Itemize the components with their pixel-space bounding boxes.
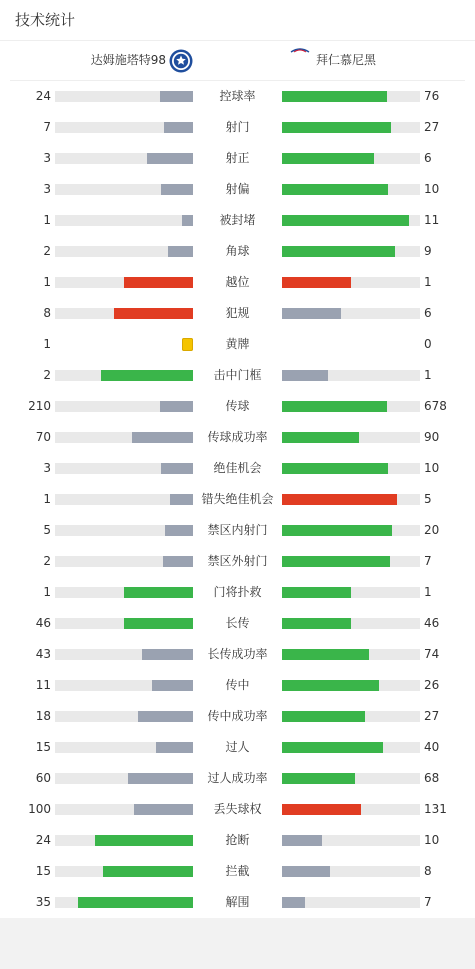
- stat-label: 控球率: [219, 89, 256, 103]
- home-value: 5: [43, 523, 51, 537]
- home-bar-fill: [114, 308, 193, 319]
- away-bar-fill: [282, 649, 369, 660]
- away-bar-track: [282, 680, 420, 691]
- home-bar-track: [55, 463, 193, 474]
- away-bar-fill: [282, 618, 351, 629]
- home-bar-fill: [138, 711, 193, 722]
- stat-label: 黄牌: [225, 337, 250, 351]
- away-bar-track: [282, 277, 420, 288]
- away-value: 11: [424, 213, 440, 227]
- home-bar-fill: [164, 122, 193, 133]
- away-bar-fill: [282, 835, 322, 846]
- away-value: 678: [424, 399, 447, 413]
- home-bar-fill: [160, 91, 193, 102]
- home-value: 46: [35, 616, 51, 630]
- away-team-name: 拜仁慕尼黑: [316, 53, 377, 67]
- stat-row: [0, 825, 475, 856]
- home-bar-track: [55, 897, 193, 908]
- home-bar-track: [55, 556, 193, 567]
- stat-label: 击中门框: [213, 368, 262, 382]
- home-bar-fill: [152, 680, 193, 691]
- home-bar-fill: [142, 649, 193, 660]
- away-bar-fill: [282, 153, 374, 164]
- home-value: 3: [43, 182, 51, 196]
- home-bar-track: [55, 587, 193, 598]
- away-value: 0: [424, 337, 432, 351]
- stat-label: 犯规: [225, 306, 250, 320]
- home-team-name: 达姆施塔特98: [90, 53, 166, 67]
- away-bar-fill: [282, 277, 351, 288]
- home-value: 70: [35, 430, 51, 444]
- stat-label: 丢失球权: [213, 802, 262, 816]
- home-bar-track: [55, 494, 193, 505]
- away-bar-fill: [282, 401, 387, 412]
- stat-label: 门将扑救: [213, 585, 262, 599]
- stat-row: [0, 856, 475, 887]
- away-bar-track: [282, 742, 420, 753]
- away-bar-track: [282, 153, 420, 164]
- away-value: 40: [424, 740, 440, 754]
- away-bar-fill: [282, 184, 388, 195]
- away-bar-track: [282, 122, 420, 133]
- home-bar-track: [55, 432, 193, 443]
- stat-row: [0, 608, 475, 639]
- stat-row: [0, 174, 475, 205]
- away-value: 7: [424, 895, 432, 909]
- away-value: 27: [424, 709, 440, 723]
- away-bar-fill: [282, 463, 388, 474]
- home-bar-fill: [103, 866, 193, 877]
- away-value: 6: [424, 151, 432, 165]
- home-bar-fill: [168, 246, 193, 257]
- away-value: 6: [424, 306, 432, 320]
- home-value: 60: [35, 771, 51, 785]
- home-value: 3: [43, 461, 51, 475]
- stat-label: 射门: [225, 120, 250, 134]
- stat-row: [0, 670, 475, 701]
- home-value: 1: [43, 585, 51, 599]
- home-value: 1: [43, 275, 51, 289]
- home-value: 8: [43, 306, 51, 320]
- stat-label: 长传成功率: [207, 647, 268, 661]
- home-value: 35: [35, 895, 51, 909]
- away-value: 74: [424, 647, 440, 661]
- away-bar-fill: [282, 742, 383, 753]
- stat-label: 射正: [225, 151, 250, 165]
- away-bar-track: [282, 649, 420, 660]
- away-bar-track: [282, 835, 420, 846]
- home-bar-track: [55, 308, 193, 319]
- stat-label: 角球: [225, 244, 250, 258]
- away-value: 68: [424, 771, 440, 785]
- home-bar-fill: [132, 432, 193, 443]
- home-bar-track: [55, 91, 193, 102]
- away-value: 8: [424, 864, 432, 878]
- yellow-card-icon: [182, 338, 193, 351]
- away-bar-track: [282, 432, 420, 443]
- away-bar-track: [282, 525, 420, 536]
- home-bar-fill: [95, 835, 193, 846]
- away-bar-track: [282, 370, 420, 381]
- stat-label: 错失绝佳机会: [201, 492, 274, 506]
- stat-row: [0, 887, 475, 918]
- home-value: 24: [35, 833, 51, 847]
- away-bar-fill: [282, 432, 359, 443]
- home-value: 3: [43, 151, 51, 165]
- home-bar-fill: [124, 277, 193, 288]
- stat-row: [0, 515, 475, 546]
- away-bar-fill: [282, 215, 409, 226]
- away-bar-fill: [282, 897, 305, 908]
- stat-label: 拦截: [225, 864, 250, 878]
- stat-label: 传球: [225, 399, 250, 413]
- away-bar-track: [282, 711, 420, 722]
- away-bar-track: [282, 184, 420, 195]
- home-bar-fill: [160, 401, 193, 412]
- away-bar-fill: [282, 246, 395, 257]
- away-bar-track: [282, 215, 420, 226]
- away-value: 10: [424, 182, 440, 196]
- away-value: 20: [424, 523, 440, 537]
- away-value: 10: [424, 833, 440, 847]
- away-bar-track: [282, 494, 420, 505]
- away-bar-track: [282, 556, 420, 567]
- stat-label: 绝佳机会: [213, 461, 262, 475]
- away-bar-track: [282, 587, 420, 598]
- stat-label: 解围: [225, 895, 250, 909]
- stat-label: 传中: [225, 678, 250, 692]
- away-bar-fill: [282, 711, 365, 722]
- home-bar-track: [55, 401, 193, 412]
- stat-label: 过人: [225, 740, 250, 754]
- away-bar-fill: [282, 680, 379, 691]
- home-value: 1: [43, 337, 51, 351]
- home-bar-track: [55, 153, 193, 164]
- home-value: 15: [35, 740, 51, 754]
- page-title: 技术统计: [15, 11, 76, 29]
- away-bar-fill: [282, 804, 361, 815]
- home-bar-track: [55, 184, 193, 195]
- home-bar-fill: [124, 618, 193, 629]
- away-bar-track: [282, 804, 420, 815]
- home-bar-track: [55, 680, 193, 691]
- stat-label: 长传: [225, 616, 250, 630]
- home-bar-track: [55, 866, 193, 877]
- home-bar-fill: [128, 773, 193, 784]
- home-bar-fill: [163, 556, 193, 567]
- stat-row: [0, 763, 475, 794]
- home-bar-track: [55, 804, 193, 815]
- stat-row: [0, 391, 475, 422]
- home-bar-track: [55, 215, 193, 226]
- stat-label: 射偏: [225, 182, 250, 196]
- home-bar-track: [55, 122, 193, 133]
- stat-row: [0, 143, 475, 174]
- home-bar-track: [55, 277, 193, 288]
- away-bar-track: [282, 308, 420, 319]
- away-bar-fill: [282, 370, 328, 381]
- home-bar-track: [55, 525, 193, 536]
- stat-row: [0, 546, 475, 577]
- stat-row: [0, 360, 475, 391]
- stat-row: [0, 81, 475, 112]
- stat-row: [0, 484, 475, 515]
- stat-row: [0, 205, 475, 236]
- away-bar-track: [282, 866, 420, 877]
- away-value: 1: [424, 585, 432, 599]
- stat-label: 传中成功率: [207, 709, 268, 723]
- stat-label: 过人成功率: [207, 771, 268, 785]
- home-value: 2: [43, 554, 51, 568]
- away-bar-track: [282, 897, 420, 908]
- home-value: 18: [35, 709, 51, 723]
- away-bar-fill: [282, 308, 341, 319]
- away-bar-track: [282, 463, 420, 474]
- stat-row: [0, 577, 475, 608]
- home-bar-fill: [78, 897, 193, 908]
- home-bar-fill: [147, 153, 193, 164]
- stat-row: [0, 422, 475, 453]
- away-bar-track: [282, 91, 420, 102]
- stat-row: [0, 298, 475, 329]
- away-value: 7: [424, 554, 432, 568]
- home-bar-track: [55, 773, 193, 784]
- home-bar-fill: [156, 742, 193, 753]
- home-bar-track: [55, 711, 193, 722]
- away-bar-track: [282, 246, 420, 257]
- home-bar-track: [55, 649, 193, 660]
- home-value: 2: [43, 368, 51, 382]
- away-value: 5: [424, 492, 432, 506]
- home-bar-track: [55, 618, 193, 629]
- away-bar-track: [282, 618, 420, 629]
- stat-label: 被封堵: [219, 213, 256, 227]
- stat-row: [0, 732, 475, 763]
- home-bar-fill: [161, 463, 193, 474]
- home-team-crest-icon: [169, 49, 193, 73]
- home-bar-track: [55, 246, 193, 257]
- stat-row: [0, 112, 475, 143]
- home-bar-track: [55, 835, 193, 846]
- home-value: 24: [35, 89, 51, 103]
- stat-row: [0, 639, 475, 670]
- away-bar-fill: [282, 556, 390, 567]
- stat-row: [0, 701, 475, 732]
- away-value: 9: [424, 244, 432, 258]
- away-value: 1: [424, 275, 432, 289]
- home-bar-fill: [182, 215, 193, 226]
- home-bar-track: [55, 742, 193, 753]
- home-bar-fill: [161, 184, 193, 195]
- stat-label: 禁区内射门: [207, 523, 268, 537]
- home-bar-fill: [165, 525, 193, 536]
- away-value: 26: [424, 678, 440, 692]
- home-value: 1: [43, 213, 51, 227]
- away-team-crest-icon: [290, 47, 310, 53]
- away-bar-track: [282, 773, 420, 784]
- away-bar-fill: [282, 122, 391, 133]
- stat-row: [0, 794, 475, 825]
- away-value: 10: [424, 461, 440, 475]
- away-value: 76: [424, 89, 440, 103]
- stat-label: 传球成功率: [207, 430, 268, 444]
- away-bar-fill: [282, 91, 387, 102]
- away-bar-fill: [282, 866, 330, 877]
- away-value: 27: [424, 120, 440, 134]
- home-value: 1: [43, 492, 51, 506]
- away-bar-fill: [282, 587, 351, 598]
- stat-row: [0, 453, 475, 484]
- home-value: 15: [35, 864, 51, 878]
- away-value: 90: [424, 430, 440, 444]
- home-bar-track: [55, 370, 193, 381]
- home-value: 11: [35, 678, 51, 692]
- stat-label: 越位: [225, 275, 250, 289]
- home-bar-fill: [170, 494, 193, 505]
- home-bar-fill: [124, 587, 193, 598]
- away-bar-fill: [282, 525, 392, 536]
- stat-row: [0, 267, 475, 298]
- title-divider: [0, 40, 475, 41]
- away-value: 46: [424, 616, 440, 630]
- stat-label: 抢断: [225, 833, 250, 847]
- home-value: 100: [28, 802, 51, 816]
- away-bar-fill: [282, 773, 355, 784]
- home-bar-fill: [101, 370, 193, 381]
- stat-label: 禁区外射门: [207, 554, 268, 568]
- away-bar-track: [282, 401, 420, 412]
- home-value: 7: [43, 120, 51, 134]
- away-bar-fill: [282, 494, 397, 505]
- away-value: 1: [424, 368, 432, 382]
- home-bar-fill: [134, 804, 193, 815]
- away-value: 131: [424, 802, 447, 816]
- home-value: 2: [43, 244, 51, 258]
- home-value: 210: [28, 399, 51, 413]
- stat-row: [0, 329, 475, 360]
- home-value: 43: [35, 647, 51, 661]
- stat-row: [0, 236, 475, 267]
